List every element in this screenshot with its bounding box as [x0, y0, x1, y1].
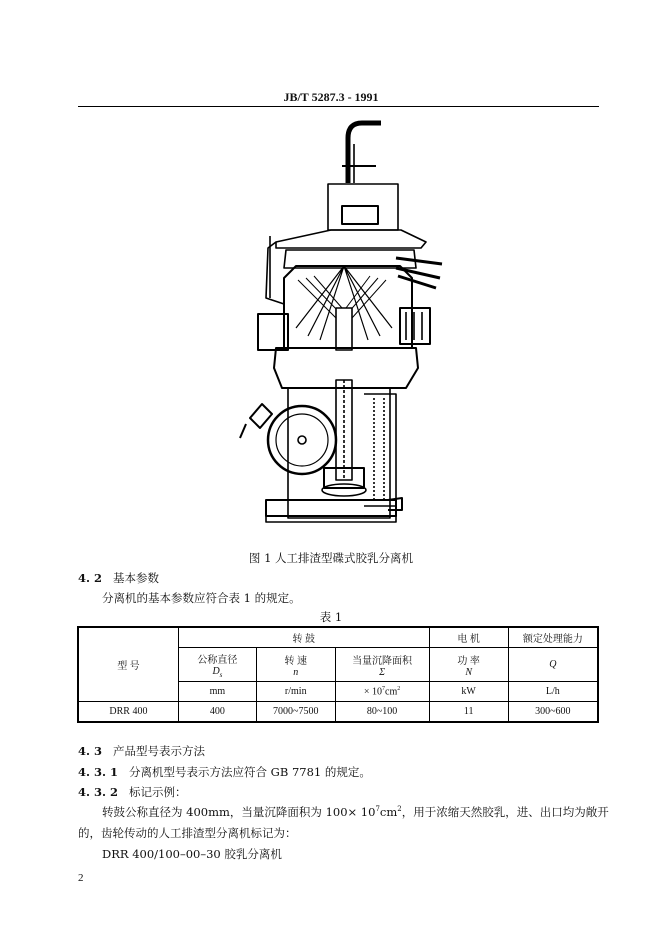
section-4-3-heading	[78, 743, 205, 759]
cell-speed: 7000~7500	[256, 702, 335, 722]
section-4-2-body: 分离机的基本参数应符合表 1 的规定。	[102, 591, 301, 605]
superscript: 7	[375, 805, 380, 814]
separator-drawing	[236, 118, 446, 523]
speed-symbol: n	[293, 666, 299, 678]
example-paragraph-line2: 的，齿轮传动的人工排渣型分离机标记为：	[78, 826, 297, 840]
cell-model: DRR 400	[79, 702, 179, 722]
power-header	[429, 648, 508, 682]
unit-area	[335, 682, 429, 702]
area-label: 当量沉降面积	[352, 655, 413, 667]
page-number: 2	[78, 872, 84, 884]
example-designation: DRR 400/100–00–30 胶乳分离机	[102, 847, 282, 861]
capacity-symbol: Q	[508, 648, 597, 682]
unit-area-exp: 7	[382, 685, 386, 692]
diameter-header	[178, 648, 256, 682]
parameters-table	[78, 627, 598, 722]
section-4-2-heading	[78, 570, 159, 586]
power-label: 功 率	[457, 655, 480, 667]
section-4-3-1	[78, 764, 371, 780]
table-row	[79, 702, 598, 722]
diameter-subscript: s	[219, 670, 223, 679]
unit-area-exp2: 2	[397, 685, 401, 692]
section-title: 基本参数	[112, 571, 159, 585]
subsection-number: 4. 3. 2	[78, 785, 119, 799]
cell-capacity: 300~600	[508, 702, 597, 722]
document-header: JB/T 5287.3 - 1991	[283, 90, 379, 104]
speed-header	[256, 648, 335, 682]
unit-area-post: cm	[385, 686, 398, 698]
cell-power: 11	[429, 702, 508, 722]
text-run: cm	[379, 805, 398, 819]
section-4-3-2	[78, 784, 187, 800]
example-paragraph-line1	[102, 804, 609, 820]
unit-speed: r/min	[256, 682, 335, 702]
section-number: 4. 2	[78, 571, 103, 585]
unit-diameter: mm	[178, 682, 256, 702]
text-run: 转鼓公称直径为 400mm，当量沉降面积为 100× 10	[102, 805, 376, 819]
section-title: 产品型号表示方法	[112, 744, 205, 758]
subsection-text: 分离机型号表示方法应符合 GB 7781 的规定。	[129, 765, 371, 779]
diameter-symbol-text: D	[212, 665, 220, 677]
power-symbol: N	[465, 666, 472, 678]
speed-label: 转 速	[284, 655, 307, 667]
cell-diameter: 400	[178, 702, 256, 722]
diameter-symbol	[179, 666, 256, 679]
capacity-header: 额定处理能力	[508, 628, 597, 648]
unit-power: kW	[429, 682, 508, 702]
motor-header: 电 机	[429, 628, 508, 648]
header-rule	[78, 106, 599, 107]
table-title: 表 1	[319, 610, 343, 624]
diameter-label: 公称直径	[197, 654, 238, 666]
drum-header: 转 鼓	[178, 628, 429, 648]
subsection-number: 4. 3. 1	[78, 765, 119, 779]
superscript: 2	[397, 805, 402, 814]
cell-area: 80~100	[335, 702, 429, 722]
unit-capacity: L/h	[508, 682, 597, 702]
text-run: ，用于浓缩天然胶乳，进、出口均为敞开	[401, 805, 609, 819]
area-header	[335, 648, 429, 682]
unit-area-pre: × 10	[363, 686, 383, 698]
model-header: 型 号	[79, 628, 179, 702]
figure-caption: 图 1 人工排渣型碟式胶乳分离机	[248, 551, 414, 565]
area-symbol: Σ	[379, 666, 386, 678]
subsection-text: 标记示例：	[129, 785, 187, 799]
section-number: 4. 3	[78, 744, 103, 758]
